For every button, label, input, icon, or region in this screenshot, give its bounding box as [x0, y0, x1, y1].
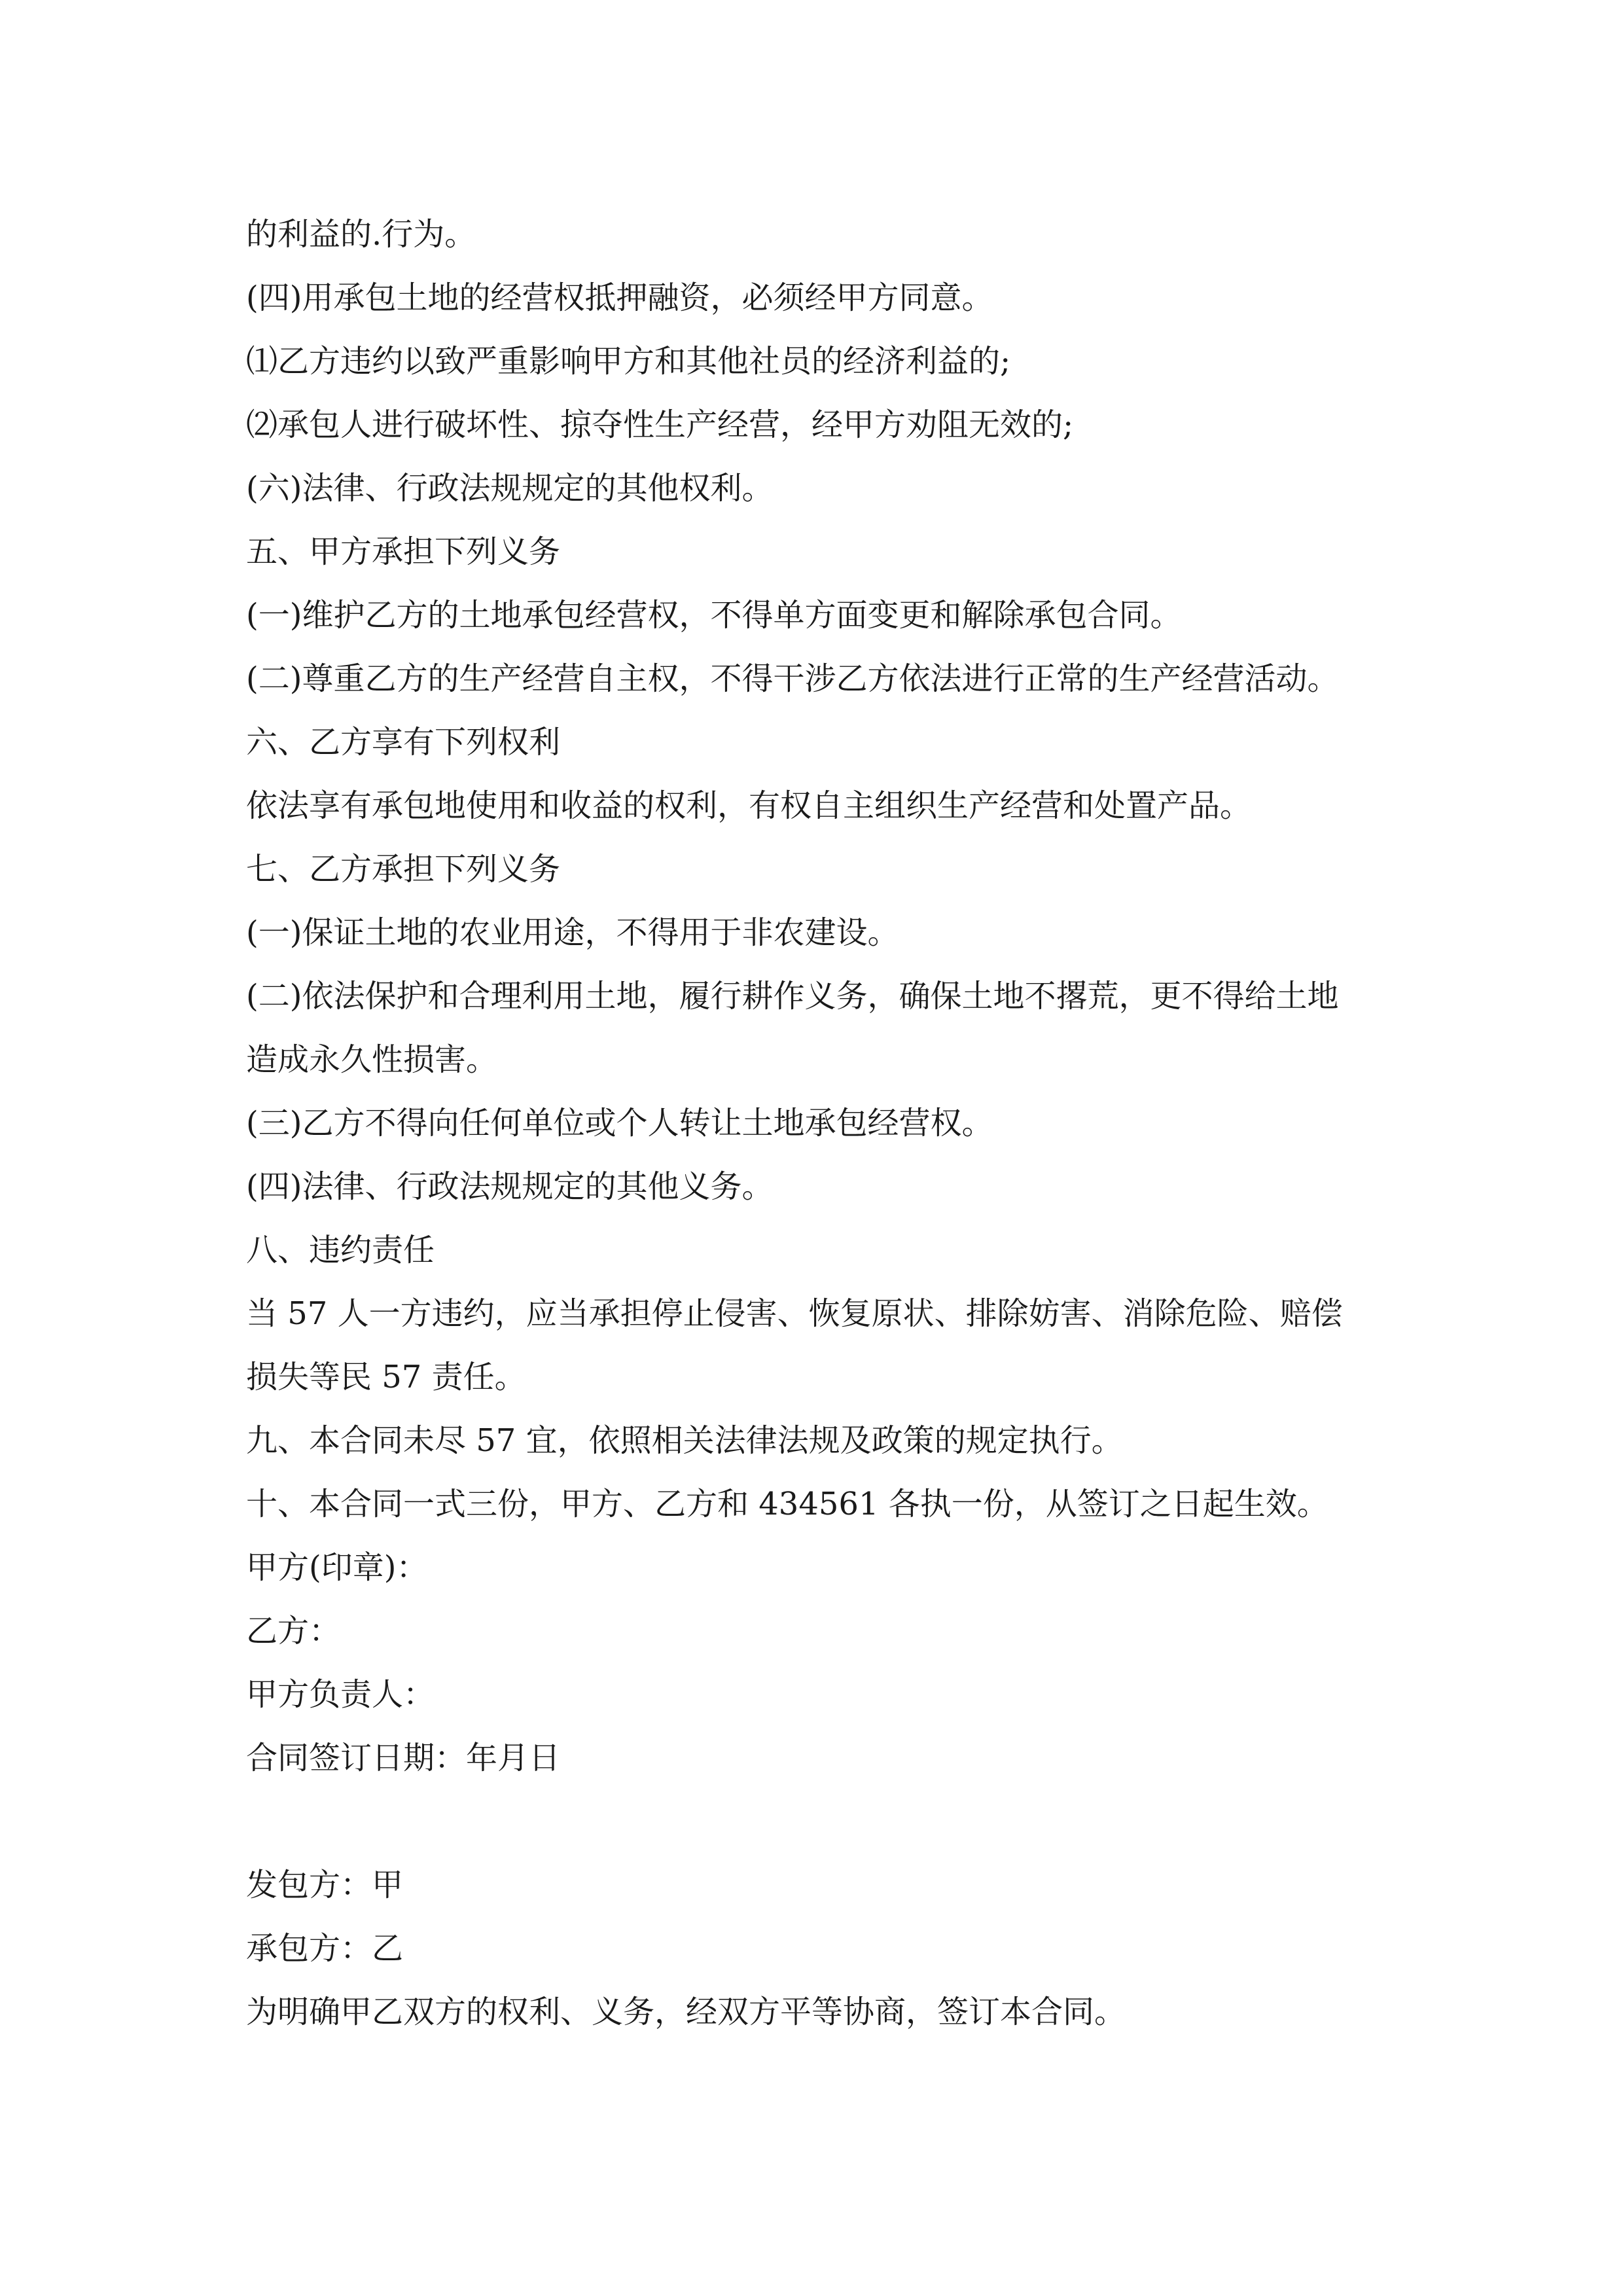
text-line: ⑵承包人进行破坏性、掠夺性生产经营，经甲方劝阻无效的; — [246, 406, 1074, 443]
text-line: 造成永久性损害。 — [246, 1041, 498, 1078]
text-line: (六)法律、行政法规规定的其他权利。 — [246, 470, 774, 507]
text-line: 的利益的.行为。 — [246, 216, 476, 253]
text-line: 依法享有承包地使用和收益的权利，有权自主组织生产经营和处置产品。 — [246, 787, 1252, 824]
blank-gap — [246, 1790, 1398, 1854]
text-line: (二)尊重乙方的生产经营自主权，不得干涉乙方依法进行正常的生产经营活动。 — [246, 660, 1339, 697]
text-line: (二)依法保护和合理利用土地，履行耕作义务，确保土地不撂荒，更不得给土地 — [246, 978, 1339, 1014]
text-line: (一)保证土地的农业用途，不得用于非农建设。 — [246, 914, 899, 951]
text-line: (一)维护乙方的土地承包经营权，不得单方面变更和解除承包合同。 — [246, 597, 1182, 634]
party-line: 发包方：甲 — [246, 1867, 404, 1903]
text-line: (三)乙方不得向任何单位或个人转让土地承包经营权。 — [246, 1105, 993, 1141]
section-heading: 五、甲方承担下列义务 — [246, 533, 561, 570]
signature-line: 甲方(印章)： — [246, 1549, 428, 1586]
section-heading: 八、违约责任 — [246, 1232, 435, 1268]
section-heading: 六、乙方享有下列权利 — [246, 724, 561, 761]
signature-line: 乙方： — [246, 1613, 341, 1649]
document-body — [246, 203, 1398, 2044]
text-line: 当 57 人一方违约，应当承担停止侵害、恢复原状、排除妨害、消除危险、赔偿 — [246, 1295, 1343, 1332]
text-line: 为明确甲乙双方的权利、义务，经双方平等协商，签订本合同。 — [246, 1994, 1126, 2030]
section-heading: 九、本合同未尽 57 宜，依照相关法律法规及政策的规定执行。 — [246, 1422, 1123, 1459]
section-heading: 七、乙方承担下列义务 — [246, 851, 561, 888]
text-line: ⑴乙方违约以致严重影响甲方和其他社员的经济利益的; — [246, 343, 1011, 380]
signature-date-line: 合同签订日期：年月日 — [246, 1740, 561, 1776]
section-heading: 十、本合同一式三份，甲方、乙方和 434561 各执一份，从签订之日起生效。 — [246, 1486, 1329, 1522]
party-line: 承包方：乙 — [246, 1930, 404, 1967]
text-line: (四)法律、行政法规规定的其他义务。 — [246, 1168, 774, 1205]
text-line: 损失等民 57 责任。 — [246, 1359, 526, 1395]
text-line: (四)用承包土地的经营权抵押融资，必须经甲方同意。 — [246, 279, 993, 316]
signature-line: 甲方负责人： — [246, 1676, 435, 1713]
